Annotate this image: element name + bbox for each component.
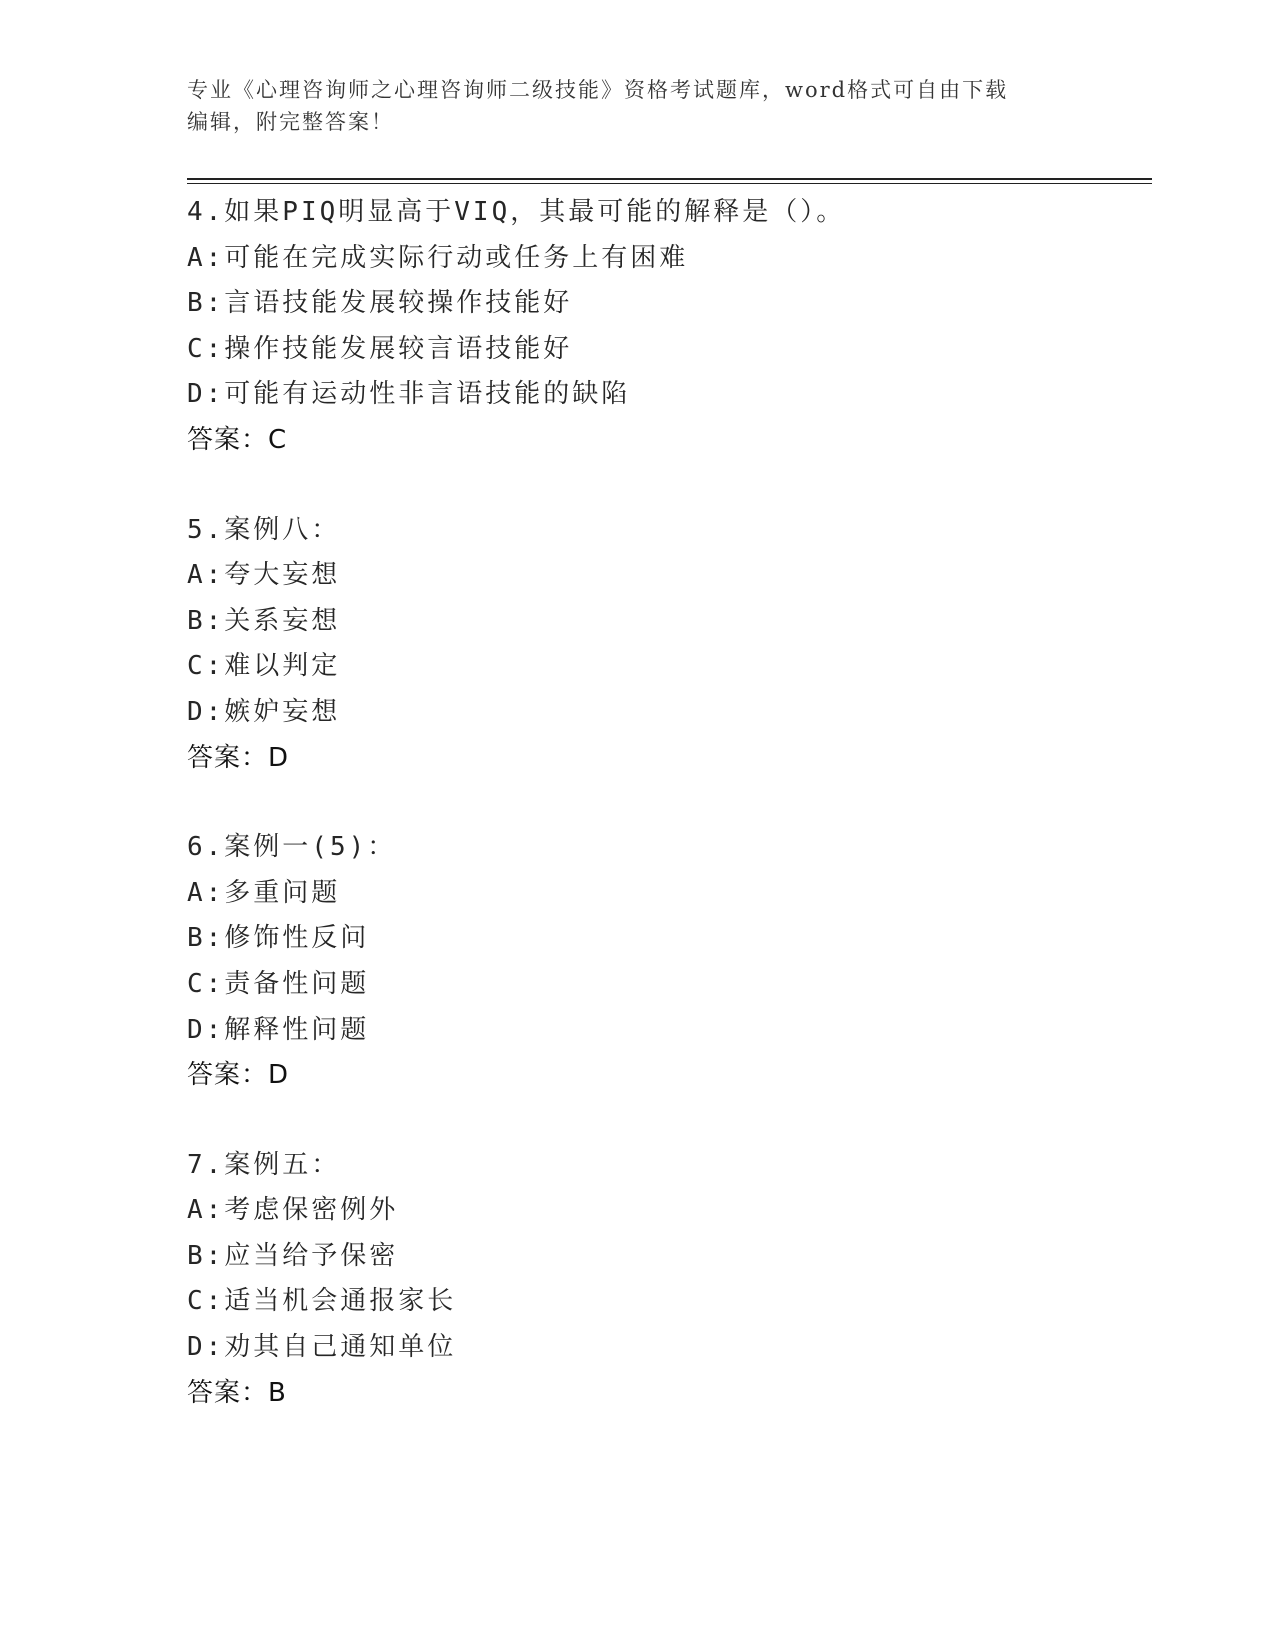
option-d: D:可能有运动性非言语技能的缺陷 (187, 379, 631, 410)
option-b: B:关系妄想 (187, 605, 341, 636)
option-b: B:言语技能发展较操作技能好 (187, 288, 573, 319)
option-a: A:多重问题 (187, 877, 341, 908)
option-a: A:夸大妄想 (187, 560, 341, 591)
option-c: C:操作技能发展较言语技能好 (187, 333, 573, 364)
option-d: D:劝其自己通知单位 (187, 1332, 457, 1363)
option-d: D:嫉妒妄想 (187, 696, 341, 727)
answer-line: 答案：D (187, 1060, 290, 1091)
option-c: C:难以判定 (187, 651, 341, 682)
option-a: A:可能在完成实际行动或任务上有困难 (187, 242, 689, 273)
question-stem: 4.如果PIQ明显高于VIQ，其最可能的解释是（）。 (187, 197, 846, 227)
question-4 (187, 190, 1152, 464)
header-line-2: 编辑，附完整答案！ (187, 110, 394, 134)
question-stem: 7.案例五： (187, 1149, 341, 1180)
question-stem: 5.案例八： (187, 514, 341, 545)
answer-line: 答案：B (187, 1377, 287, 1408)
question-list (187, 190, 1152, 1416)
answer-line: 答案：D (187, 742, 290, 773)
option-c: C:适当机会通报家长 (187, 1286, 457, 1317)
option-c: C:责备性问题 (187, 968, 370, 999)
question-7 (187, 1143, 1152, 1417)
answer-line: 答案：C (187, 424, 288, 455)
option-d: D:解释性问题 (187, 1014, 370, 1045)
question-6 (187, 825, 1152, 1099)
question-5 (187, 508, 1152, 782)
header-divider-thick (187, 178, 1152, 180)
header-divider-thin (187, 183, 1152, 184)
header-line-1: 专业《心理咨询师之心理咨询师二级技能》资格考试题库，word格式可自由下载 (187, 78, 1009, 102)
question-stem: 6.案例一(5)： (187, 832, 397, 863)
option-b: B:应当给予保密 (187, 1240, 399, 1271)
option-a: A:考虑保密例外 (187, 1195, 399, 1226)
option-b: B:修饰性反问 (187, 923, 370, 954)
document-header (187, 74, 1067, 138)
